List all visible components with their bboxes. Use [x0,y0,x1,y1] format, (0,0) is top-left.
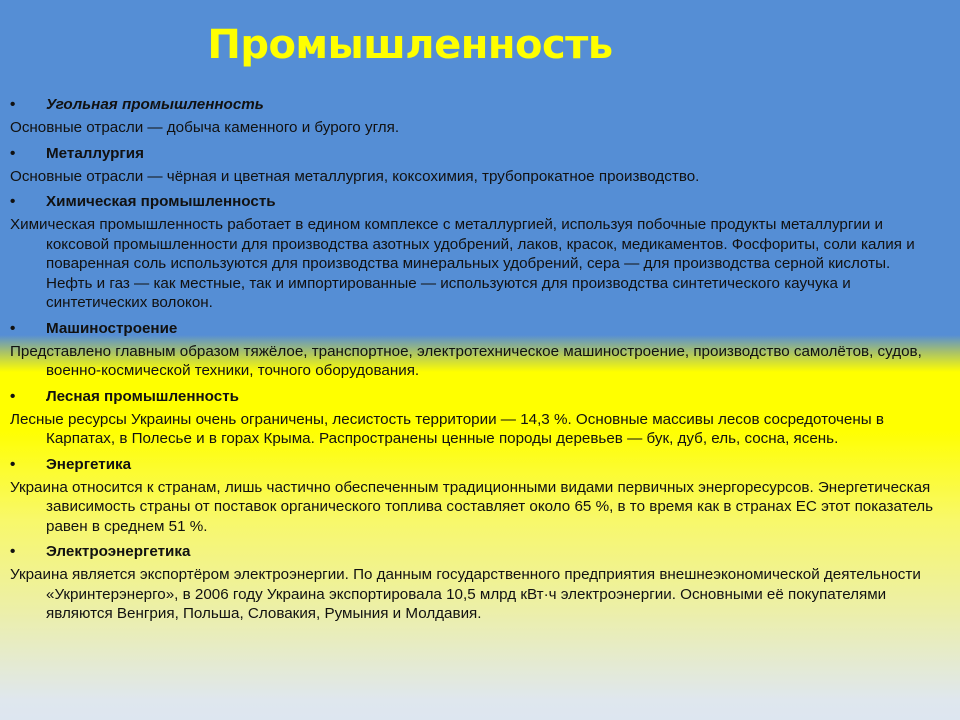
section-text: Представлено главным образом тяжёлое, транспортное, электротехническое машиностроение, производство самолётов, судов, военно-космической техники, точного оборудования. [10,342,922,379]
bullet-icon: • [10,543,16,560]
section-energy [10,454,940,537]
section-machinery [10,318,940,381]
section-heading [10,191,940,213]
section-electric-power [10,541,940,624]
section-text: Лесные ресурсы Украины очень ограничены, лесистость территории — 14,3 %. Основные массивы лесов сосредоточены в Карпатах, в Полесье и в горах Крыма. Распространены ценные породы деревьев — бук, дуб, ель, сосна, ясень. [10,410,884,447]
section-heading [10,143,940,165]
heading-label: Машиностроение [46,319,178,337]
heading-label: Металлургия [46,144,144,162]
heading-label: Лесная промышленность [46,387,239,405]
section-text: Основные отрасли — чёрная и цветная металлургия, коксохимия, трубопрокатное производство. [10,167,700,185]
slide-content [10,94,940,629]
heading-label: Угольная промышленность [46,96,264,113]
section-heading [10,386,940,408]
section-heading [10,454,940,476]
bullet-icon: • [10,96,16,113]
section-text: Химическая промышленность работает в едином комплексе с металлургией, используя побочные продукты металлургии и коксовой промышленности для производства азотных удобрений, лаков, красок, медикаментов. Фосфориты, соли калия и поваренная соль используются для производства минеральных удобрений, сера — для производства серной кислоты. Нефть и газ — как местные, так и импортированные — используются для производства синтетического каучука и синтетических волокон. [10,216,915,311]
section-text: Украина относится к странам, лишь частично обеспеченным традиционными видами первичных энергоресурсов. Энергетическая зависимость страны от поставок органического топлива составляет около 65 %, в то время как в странах ЕС этот показатель равен в среднем 51 %. [10,478,934,535]
section-forestry [10,386,940,449]
heading-label: Энергетика [46,455,132,473]
bullet-icon: • [10,387,16,405]
slide-title: Промышленность [207,22,613,68]
section-chemical [10,191,940,313]
heading-label: Химическая промышленность [46,193,276,210]
bullet-icon: • [10,455,16,473]
section-heading [10,318,940,340]
bullet-icon: • [10,319,16,337]
section-heading [10,94,940,116]
bullet-icon: • [10,144,16,162]
bullet-icon: • [10,193,16,210]
section-metallurgy [10,143,940,187]
section-heading [10,541,940,563]
heading-label: Электроэнергетика [46,543,191,560]
section-coal [10,94,940,138]
section-text: Украина является экспортёром электроэнергии. По данным государственного предприятия внешнеэкономической деятельности «Укринтерэнерго», в 2006 году Украина экспортировала 10,5 млрд кВт·ч электроэнергии. Основными её покупателями являются Венгрия, Польша, Словакия, Румыния и Молдавия. [10,566,921,622]
section-text: Основные отрасли — добыча каменного и бурого угля. [10,119,400,136]
